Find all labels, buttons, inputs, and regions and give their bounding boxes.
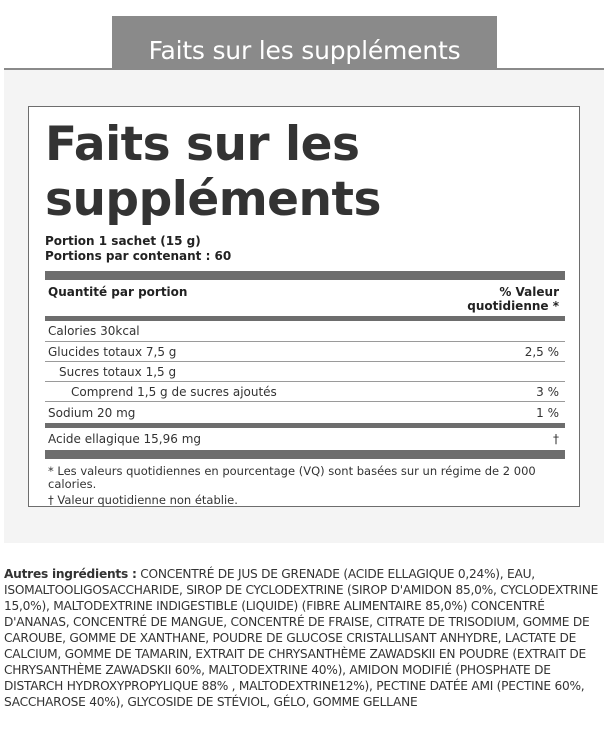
footnote-daily-value: * Les valeurs quotidiennes en pourcentage (VQ) sont basées sur un régime de 2 000 calories. — [48, 464, 536, 491]
nutrient-name: Sucres totaux 1,5 g — [59, 364, 177, 379]
nutrient-row-sodium — [45, 402, 565, 423]
nutrient-name: Glucides totaux 7,5 g — [48, 344, 177, 359]
label-title-line2: suppléments — [45, 172, 381, 227]
ingredients-text: CONCENTRÉ DE JUS DE GRENADE (ACIDE ELLAGIQUE 0,24%), EAU, ISOMALTOOLIGOSACCHARIDE, SIROP DE CYCLODEXTRINE (SIROP D'AMIDON 85,0%, CYCLODEXTRINE 15,0%), MALTODEXTRINE INDIGESTIBLE (LIQUIDE) (FIBRE ALIMENTAIRE 85,0%) CONCENTRÉ D'ANANAS, CONCENTRÉ DE MANGUE, CONCENTRÉ DE FRAISE, CITRATE DE TRISODIUM, GOMME DE CAROUBE, GOMME DE XANTHANE, POUDRE DE GLUCOSE CRISTALLISANT ANHYDRE, LACTATE DE CALCIUM, GOMME DE TAMARIN, EXTRAIT DE CHRYSANTHÈME ZAWADSKII EN POUDRE (EXTRAIT DE CHRYSANTHÈME ZAWADSKII 60%, MALTODEXTRINE 40%), AMIDON MODIFIÉ (PHOSPHATE DE DISTARCH HYDROXYPROPYLIQUE 88% , MALTODEXTRINE12%), PECTINE DATÉE AMI (PECTINE 60%, SACCHAROSE 40%), GLYCOSIDE DE STÉVIOL, GÉLO, GOMME GELLANE — [4, 567, 599, 709]
nutrient-name: Acide ellagique 15,96 mg — [48, 432, 201, 446]
nutrient-row-calories — [45, 321, 565, 342]
header-dv-line1: % Valeur — [499, 285, 559, 299]
ingredients-label: Autres ingrédients : — [4, 567, 137, 581]
nutrient-row-carbohydrates — [45, 342, 565, 362]
thick-divider — [45, 271, 565, 280]
footnote-not-established: † Valeur quotidienne non établie. — [48, 493, 238, 507]
servings-per-container: Portions par contenant : 60 — [45, 249, 232, 263]
thick-divider — [45, 450, 565, 459]
page-title-tab: Faits sur les suppléments — [112, 16, 497, 84]
serving-size: Portion 1 sachet (15 g) — [45, 234, 201, 248]
nutrient-dv: 3 % — [536, 384, 559, 399]
nutrient-name: Calories 30kcal — [48, 324, 140, 338]
nutrient-row-ellagic-acid — [45, 428, 565, 450]
supplement-facts-label — [28, 106, 580, 507]
label-title-line1: Faits sur les — [45, 117, 360, 172]
footnotes — [45, 459, 565, 507]
nutrient-dv: 2,5 % — [524, 344, 559, 359]
nutrient-row-added-sugars — [45, 382, 565, 402]
nutrient-dv: † — [553, 432, 559, 446]
label-title — [45, 117, 565, 227]
nutrient-row-total-sugars — [45, 362, 565, 382]
table-header — [45, 280, 565, 316]
nutrient-name: Comprend 1,5 g de sucres ajoutés — [71, 384, 277, 399]
header-dv-line2: quotidienne * — [467, 299, 559, 313]
header-amount-per-serving: Quantité par portion — [48, 285, 188, 299]
nutrient-name: Sodium 20 mg — [48, 405, 136, 420]
nutrient-dv: 1 % — [536, 405, 559, 420]
header-daily-value — [467, 285, 559, 313]
other-ingredients — [4, 566, 604, 710]
serving-info — [45, 234, 565, 264]
